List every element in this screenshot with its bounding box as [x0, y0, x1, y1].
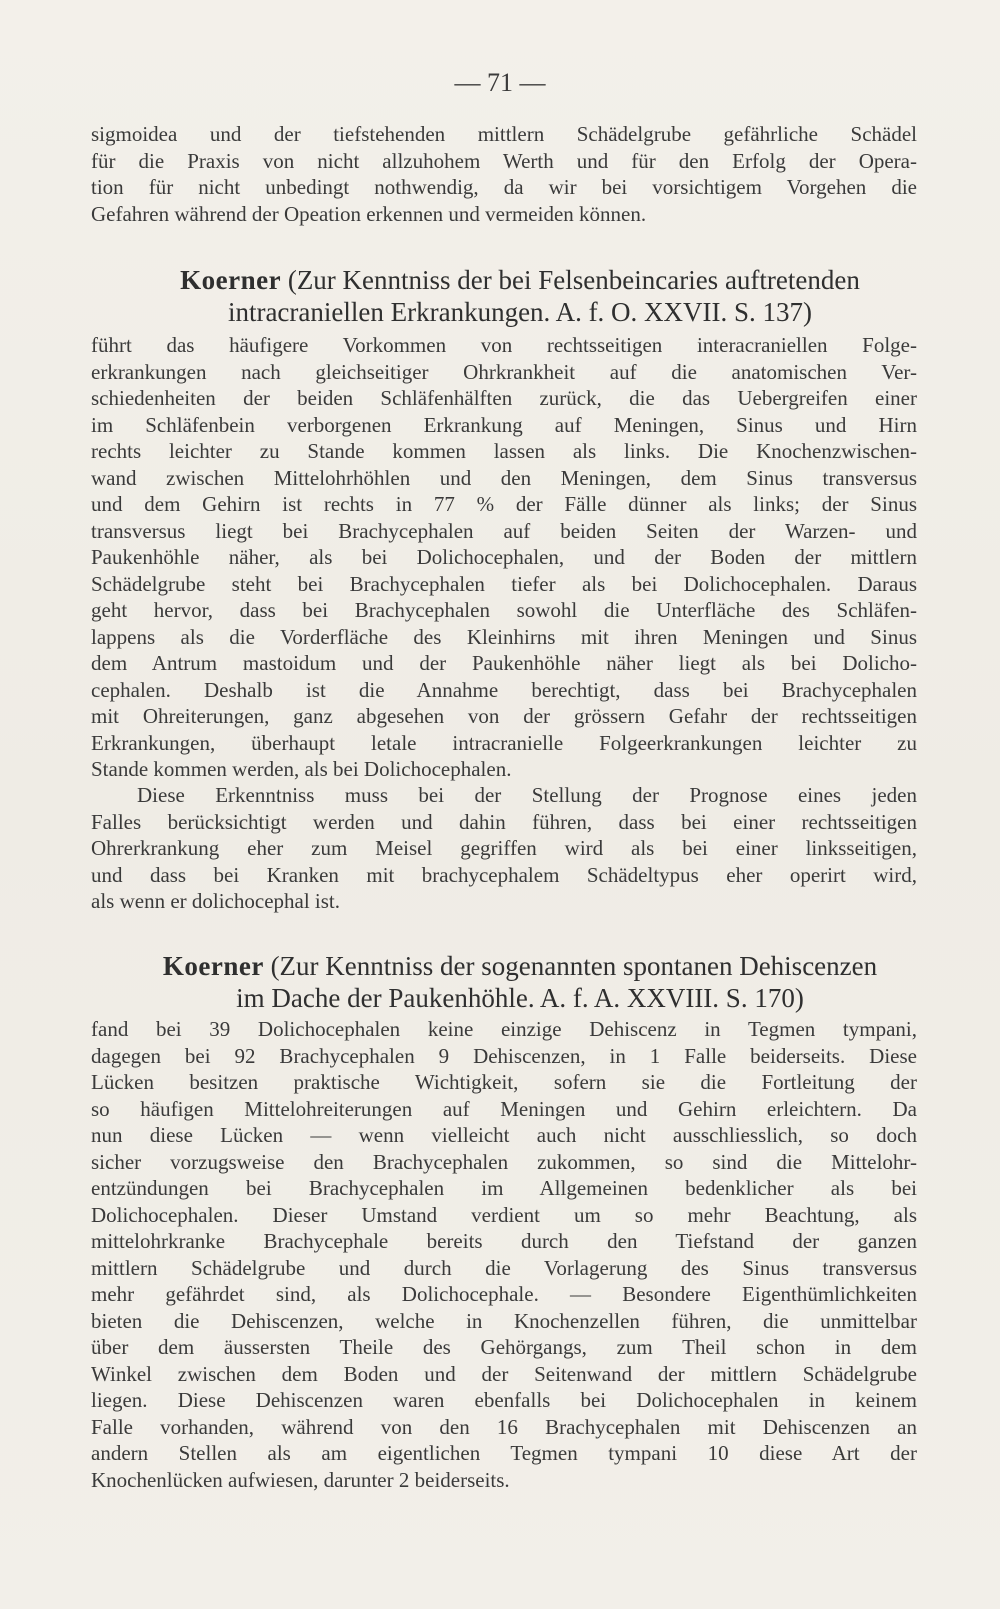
heading-author: Koerner: [162, 951, 264, 981]
text-line: Lücken besitzen praktische Wichtigkeit, sofern sie die Fortleitung der: [91, 1070, 917, 1094]
section-heading-dehiscenzen: [120, 950, 920, 1014]
heading-line: im Dache der Paukenhöhle. A. f. A. XXVIII. S. 170): [236, 983, 804, 1013]
text-line: Diese Erkenntniss muss bei der Stellung der Prognose eines jeden: [137, 783, 917, 807]
text-line: Dolichocephalen. Dieser Umstand verdient um so mehr Beachtung, als: [91, 1202, 917, 1227]
text-line: Knochenlücken aufwiesen, darunter 2 beiderseits.: [91, 1467, 510, 1492]
text-line: Paukenhöhle näher, als bei Dolichocephalen, und der Boden der mittlern: [91, 545, 917, 569]
text-line: entzündungen bei Brachycephalen im Allgemeinen bedenklicher als bei: [91, 1176, 917, 1200]
text-line: und dem Gehirn ist rechts in 77 % der Fälle dünner als links; der Sinus: [91, 492, 917, 516]
text-line: und dass bei Kranken mit brachycephalem Schädeltypus eher operirt wird,: [91, 862, 917, 887]
heading-line: intracraniellen Erkrankungen. A. f. O. XXVII. S. 137): [227, 297, 813, 327]
text-line: Schädelgrube steht bei Brachycephalen tiefer als bei Dolichocephalen. Daraus: [91, 571, 917, 596]
section-heading-felsenbeincaries: [120, 264, 920, 328]
text-line: Stande kommen werden, als bei Dolichocephalen.: [91, 757, 512, 781]
text-line: transversus liegt bei Brachycephalen auf beiden Seiten der Warzen- und: [91, 518, 917, 543]
text-line: für die Praxis von nicht allzuhohem Werth und für den Erfolg der Opera-: [91, 148, 917, 173]
text-line: Ohrerkrankung eher zum Meisel gegriffen wird als bei einer linksseitigen,: [91, 836, 917, 860]
heading-line: [120, 264, 920, 296]
text-line: tion für nicht unbedingt nothwendig, da wir bei vorsichtigem Vorgehen die: [91, 175, 917, 199]
text-line: über dem äussersten Theile des Gehörgangs, zum Theil schon in dem: [91, 1335, 917, 1359]
text-line: cephalen. Deshalb ist die Annahme berechtigt, dass bei Brachycephalen: [91, 677, 917, 702]
paragraph-continuation: [91, 121, 917, 227]
text-line: dagegen bei 92 Brachycephalen 9 Dehiscenzen, in 1 Falle beiderseits. Diese: [91, 1043, 917, 1068]
text-line: führt das häufigere Vorkommen von rechtsseitigen interacraniellen Folge-: [91, 333, 917, 357]
text-line: nun diese Lücken — wenn vielleicht auch nicht ausschliesslich, so doch: [91, 1123, 917, 1147]
text-line: Erkrankungen, überhaupt letale intracranielle Folgeerkrankungen leichter zu: [91, 730, 917, 755]
text-line: dem Antrum mastoidum und der Paukenhöhle näher liegt als bei Dolicho-: [91, 651, 917, 675]
text-line: Falle vorhanden, während von den 16 Brachycephalen mit Dehiscenzen an: [91, 1414, 917, 1439]
paragraph-felsenbeincaries: [91, 332, 917, 783]
page-number: — 71 —: [454, 68, 546, 97]
text-line: lappens als die Vorderfläche des Kleinhirns mit ihren Meningen und Sinus: [91, 624, 917, 649]
text-line: geht hervor, dass bei Brachycephalen sowohl die Unterfläche des Schläfen-: [91, 598, 917, 622]
text-line: Winkel zwischen dem Boden und der Seitenwand der mittlern Schädelgrube: [91, 1361, 917, 1386]
text-line: Gefahren während der Opeation erkennen und vermeiden können.: [91, 201, 647, 226]
text-line: Falles berücksichtigt werden und dahin führen, dass bei einer rechtsseitigen: [91, 809, 917, 834]
text-line: als wenn er dolichocephal ist.: [91, 889, 341, 913]
text-line: so häufigen Mittelohreiterungen auf Meningen und Gehirn erleichtern. Da: [91, 1096, 917, 1121]
text-line: liegen. Diese Dehiscenzen waren ebenfalls bei Dolichocephalen in keinem: [91, 1388, 917, 1412]
text-line: schiedenheiten der beiden Schläfenhälften zurück, die das Uebergreifen einer: [91, 386, 917, 410]
text-line: mehr gefährdet sind, als Dolichocephale. — Besondere Eigenthümlichkeiten: [91, 1282, 917, 1306]
text-line: bieten die Dehiscenzen, welche in Knochenzellen führen, die unmittelbar: [91, 1308, 917, 1333]
text-line: sicher vorzugsweise den Brachycephalen zukommen, so sind die Mittelohr-: [91, 1149, 917, 1174]
text-line: andern Stellen als am eigentlichen Tegmen tympani 10 diese Art der: [91, 1441, 917, 1465]
text-line: fand bei 39 Dolichocephalen keine einzige Dehiscenz in Tegmen tympani,: [91, 1017, 917, 1041]
heading-title: (Zur Kenntniss der bei Felsenbeincaries auftretenden: [281, 265, 860, 295]
text-line: erkrankungen nach gleichseitiger Ohrkrankheit auf die anatomischen Ver-: [91, 359, 917, 384]
heading-line: [120, 950, 920, 982]
text-line: mittlern Schädelgrube und durch die Vorlagerung des Sinus transversus: [91, 1255, 917, 1280]
paragraph-dehiscenzen: [91, 1016, 917, 1493]
text-line: mittelohrkranke Brachycephale bereits durch den Tiefstand der ganzen: [91, 1229, 917, 1253]
text-line: im Schläfenbein verborgenen Erkrankung auf Meningen, Sinus und Hirn: [91, 412, 917, 437]
text-line: rechts leichter zu Stande kommen lassen als links. Die Knochenzwischen-: [91, 439, 917, 463]
heading-title: (Zur Kenntniss der sogenannten spontanen Dehiscenzen: [263, 951, 878, 981]
paragraph-prognose: [91, 782, 917, 915]
text-line: sigmoidea und der tiefstehenden mittlern Schädelgrube gefährliche Schädel: [91, 122, 917, 146]
heading-author: Koerner: [180, 265, 282, 295]
text-line: wand zwischen Mittelohrhöhlen und den Meningen, dem Sinus transversus: [91, 465, 917, 490]
text-line: mit Ohreiterungen, ganz abgesehen von der grössern Gefahr der rechtsseitigen: [91, 704, 917, 728]
